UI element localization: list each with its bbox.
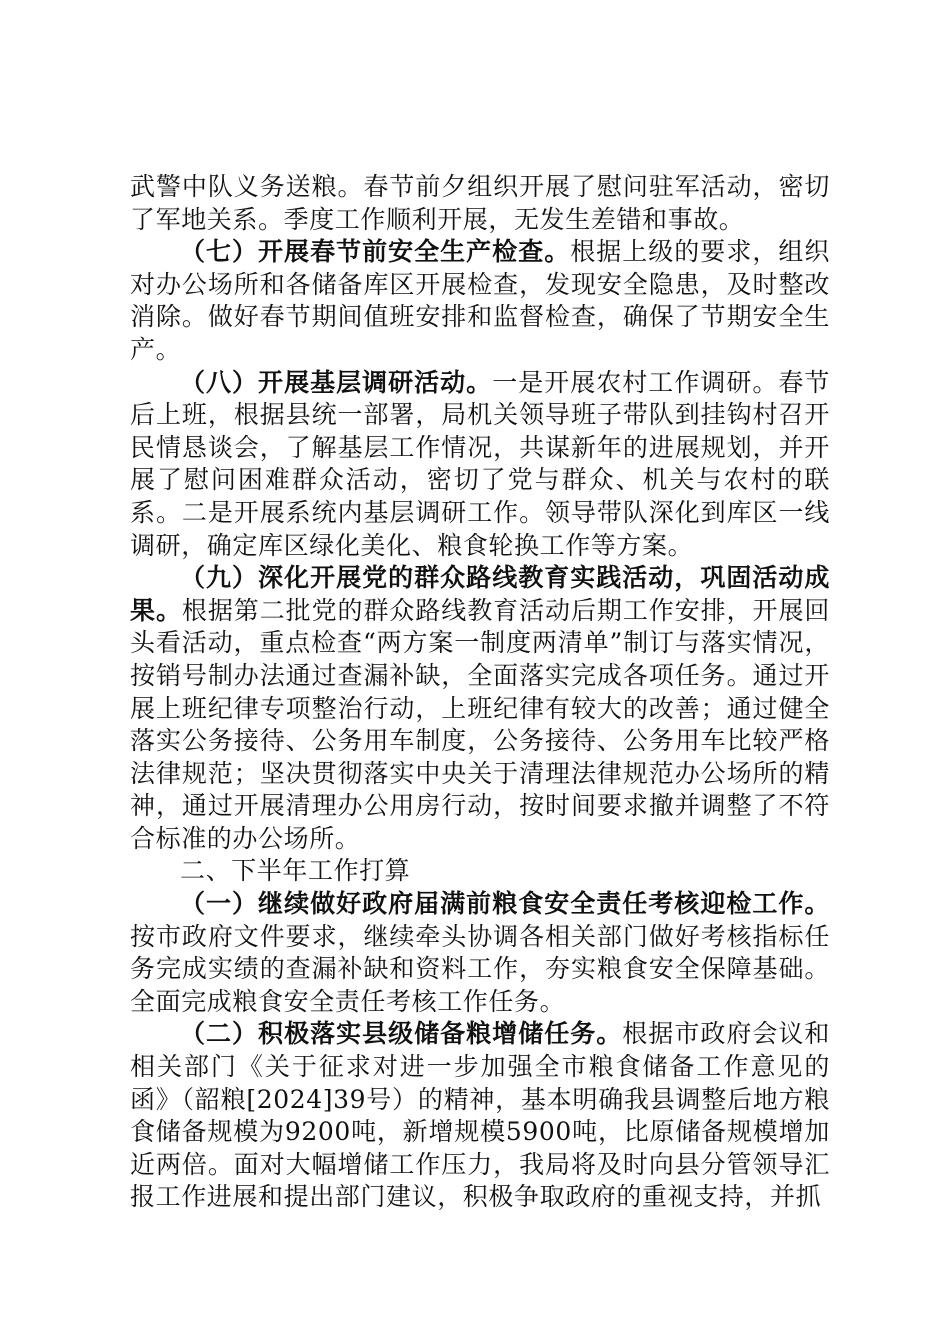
section-9-heading: （九）深化开展党的群众路线教育实践活动，巩固活动成果。 (130, 563, 830, 625)
plan-1-text: 按市政府文件要求，继续牵头协调各相关部门做好考核指标任务完成实绩的查漏补缺和资料工作，夯实粮食安全保障基础。全面完成粮食安全责任考核工作任务。 (130, 921, 830, 1016)
document-body (130, 171, 830, 1214)
plan-2-text: 根据市政府会议和相关部门《关于征求对进一步加强全市粮食储备工作意见的函》（韶粮[2024]39号）的精神，基本明确我县调整后地方粮食储备规模为9200吨，新增规模5900吨，比原储备规模增加近两倍。面对大幅增储工作压力，我局将及时向县分管领导汇报工作进展和提出部门建议，积极争取政府的重视支持，并抓 (130, 1019, 830, 1212)
paragraph-section-7 (130, 236, 830, 366)
section-9-text: 根据第二批党的群众路线教育活动后期工作安排，开展回头看活动，重点检查“两方案一制度两清单”制订与落实情况，按销号制办法通过查漏补缺，全面落实完成各项任务。通过开展上班纪律专项整治行动，上班纪律有较大的改善；通过健全落实公务接待、公务用车制度，公务接待、公务用车比较严格法律规范；坚决贯彻落实中央关于清理法律规范办公场所的精神，通过开展清理办公用房行动，按时间要求撤并调整了不符合标准的办公场所。 (130, 595, 830, 853)
paragraph-section-9 (130, 562, 830, 855)
paragraph-plan-1 (130, 888, 830, 1018)
plan-1-heading: （一）继续做好政府届满前粮食安全责任考核迎检工作。 (180, 889, 830, 919)
part-2-heading-text: 二、下半年工作打算 (180, 856, 411, 886)
plan-2-heading: （二）积极落实县级储备粮增储任务。 (180, 1019, 623, 1049)
section-8-text: 一是开展农村工作调研。春节后上班，根据县统一部署，局机关领导班子带队到挂钩村召开民情恳谈会，了解基层工作情况，共谋新年的进展规划，并开展了慰问困难群众活动，密切了党与群众、机关与农村的联系。二是开展系统内基层调研工作。领导带队深化到库区一线调研，确定库区绿化美化、粮食轮换工作等方案。 (130, 367, 830, 560)
paragraph-1-text: 武警中队义务送粮。春节前夕组织开展了慰问驻军活动，密切了军地关系。季度工作顺利开展，无发生差错和事故。 (130, 172, 830, 234)
paragraph-plan-2 (130, 1018, 830, 1214)
section-8-heading: （八）开展基层调研活动。 (180, 367, 493, 397)
paragraph-1 (130, 171, 830, 236)
section-7-text: 根据上级的要求，组织对办公场所和各储备库区开展检查，发现安全隐患，及时整改消除。做好春节期间值班安排和监督检查，确保了节期安全生产。 (130, 237, 830, 364)
section-7-heading: （七）开展春节前安全生产检查。 (180, 237, 571, 267)
paragraph-section-8 (130, 367, 830, 563)
part-2-heading (130, 855, 830, 888)
